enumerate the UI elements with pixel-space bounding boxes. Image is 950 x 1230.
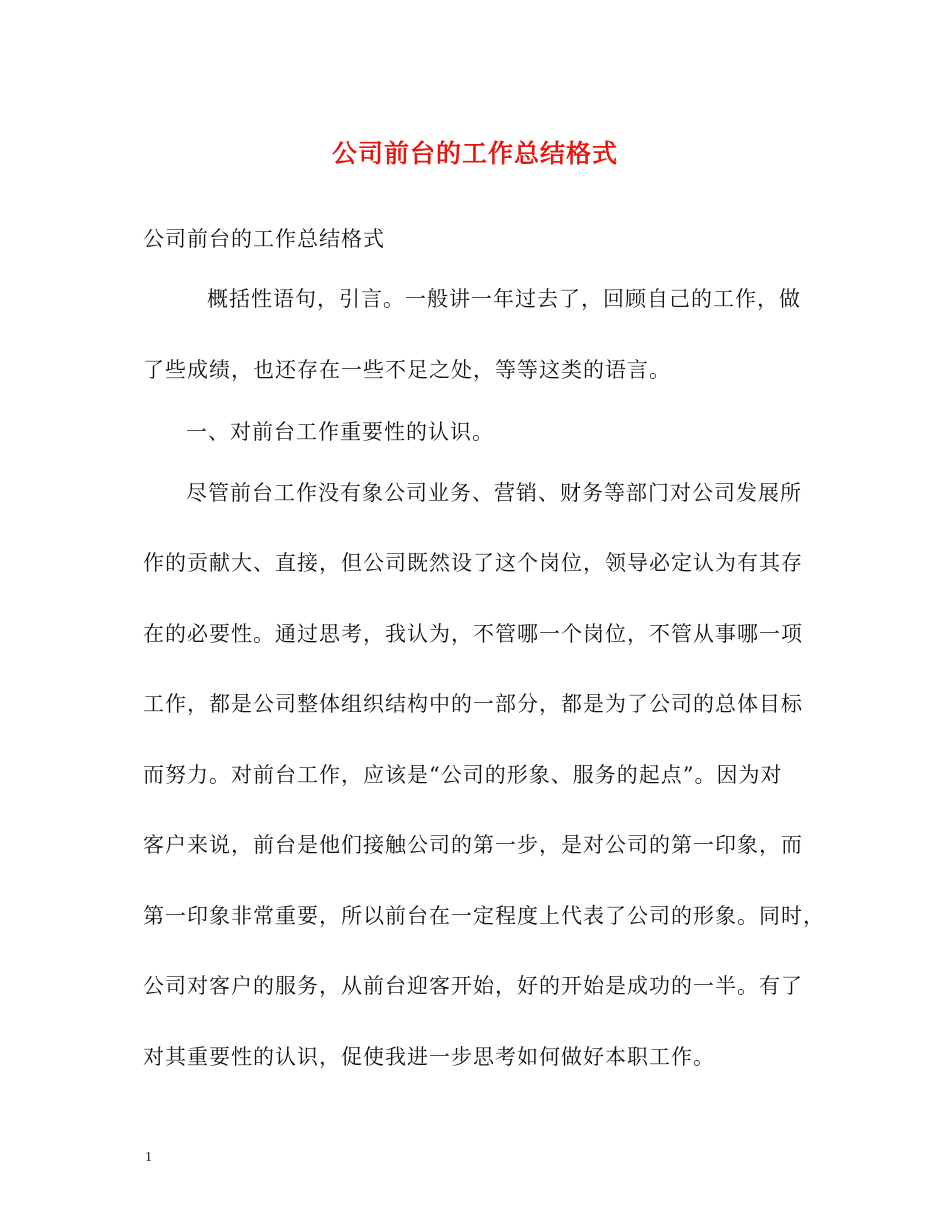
paragraph-line: 了些成绩，也还存在一些不足之处，等等这类的语言。 — [143, 358, 671, 382]
section-heading: 一、对前台工作重要性的认识。 — [186, 420, 494, 444]
document-subtitle: 公司前台的工作总结格式 — [143, 227, 385, 251]
paragraph-line: 作的贡献大、直接，但公司既然设了这个岗位，领导必定认为有其存 — [143, 551, 803, 575]
paragraph-line: 工作，都是公司整体组织结构中的一部分，都是为了公司的总体目标 — [143, 692, 803, 716]
paragraph-line: 对其重要性的认识，促使我进一步思考如何做好本职工作。 — [143, 1045, 715, 1069]
paragraph-line: 而努力。对前台工作，应该是“公司的形象、服务的起点”。因为对 — [143, 763, 783, 787]
paragraph-line: 公司对客户的服务，从前台迎客开始，好的开始是成功的一半。有了 — [143, 974, 803, 998]
paragraph-line: 客户来说，前台是他们接触公司的第一步，是对公司的第一印象，而 — [143, 833, 803, 857]
paragraph-line: 尽管前台工作没有象公司业务、营销、财务等部门对公司发展所 — [186, 481, 802, 505]
page-number: 1 — [145, 1150, 152, 1165]
document-title: 公司前台的工作总结格式 — [331, 139, 618, 168]
paragraph-line: 第一印象非常重要，所以前台在一定程度上代表了公司的形象。同时， — [143, 904, 825, 928]
paragraph-line: 在的必要性。通过思考，我认为，不管哪一个岗位，不管从事哪一项 — [143, 622, 803, 646]
paragraph-line: 概括性语句，引言。一般讲一年过去了，回顾自己的工作，做 — [207, 287, 801, 311]
